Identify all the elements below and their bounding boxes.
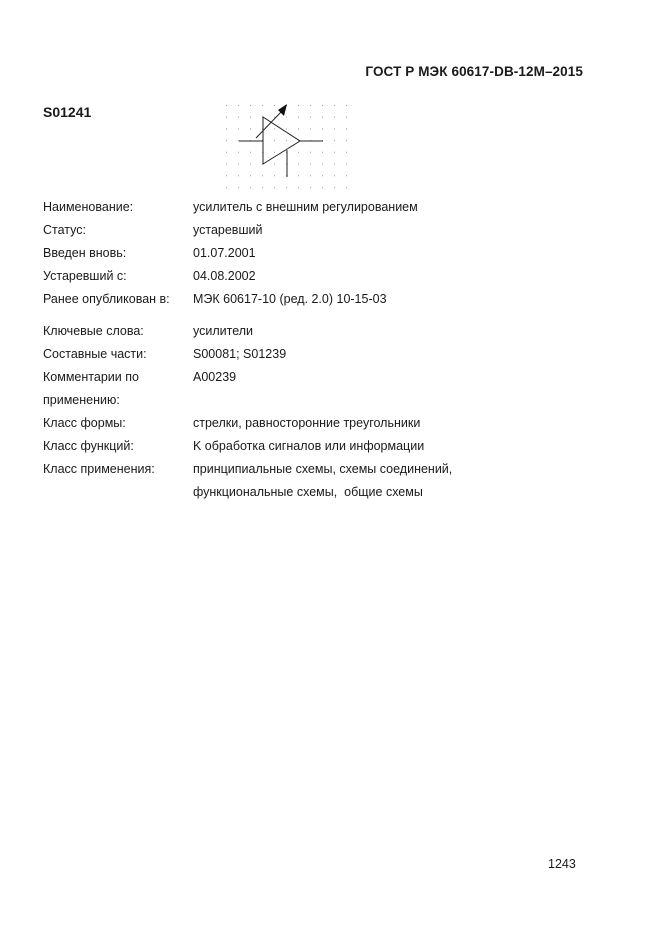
field-row-components xyxy=(43,343,563,366)
symbol-code: S01241 xyxy=(43,104,92,120)
field-value: S00081; S01239 xyxy=(193,347,287,361)
field-label: Ранее опубликован в: xyxy=(43,292,170,306)
field-row-function-class xyxy=(43,435,563,458)
standard-header: ГОСТ Р МЭК 60617-DB-12М–2015 xyxy=(365,64,583,79)
group-spacer xyxy=(43,311,563,320)
field-row-shape-class xyxy=(43,412,563,435)
field-value: 04.08.2002 xyxy=(193,269,256,283)
field-row-application-class-cont xyxy=(43,481,563,504)
field-row-application-notes xyxy=(43,366,563,389)
field-value: усилители xyxy=(193,324,254,338)
field-label: Статус: xyxy=(43,223,86,237)
field-value: K обработка сигналов или информации xyxy=(193,439,425,453)
field-label: Комментарии по xyxy=(43,370,139,384)
field-label: применению: xyxy=(43,393,120,407)
field-value: функциональные схемы, общие схемы xyxy=(193,485,423,499)
field-label: Ключевые слова: xyxy=(43,324,144,338)
field-label: Класс формы: xyxy=(43,416,126,430)
field-label: Класс применения: xyxy=(43,462,155,476)
field-value: 01.07.2001 xyxy=(193,246,256,260)
field-label: Устаревший с: xyxy=(43,269,127,283)
symbol-properties xyxy=(43,196,563,504)
field-label xyxy=(43,481,193,504)
field-value: A00239 xyxy=(193,370,237,384)
adjustable-amplifier-symbol-icon xyxy=(222,100,352,192)
field-value: стрелки, равносторонние треугольники xyxy=(193,416,421,430)
field-row-obsolete-since xyxy=(43,265,563,288)
field-value: МЭК 60617-10 (ред. 2.0) 10-15-03 xyxy=(193,292,387,306)
field-row-status xyxy=(43,219,563,242)
field-row-previously-published xyxy=(43,288,563,311)
field-row-application-notes-cont xyxy=(43,389,563,412)
page-number: 1243 xyxy=(548,857,576,871)
field-value: устаревший xyxy=(193,223,263,237)
field-label: Составные части: xyxy=(43,347,147,361)
field-label: Наименование: xyxy=(43,200,134,214)
field-row-introduced xyxy=(43,242,563,265)
field-label: Класс функций: xyxy=(43,439,134,453)
field-row-keywords xyxy=(43,320,563,343)
field-value: принципиальные схемы, схемы соединений, xyxy=(193,462,453,476)
field-row-name xyxy=(43,196,563,219)
field-value xyxy=(193,389,563,412)
field-label: Введен вновь: xyxy=(43,246,127,260)
field-value: усилитель с внешним регулированием xyxy=(193,200,418,214)
field-row-application-class xyxy=(43,458,563,481)
